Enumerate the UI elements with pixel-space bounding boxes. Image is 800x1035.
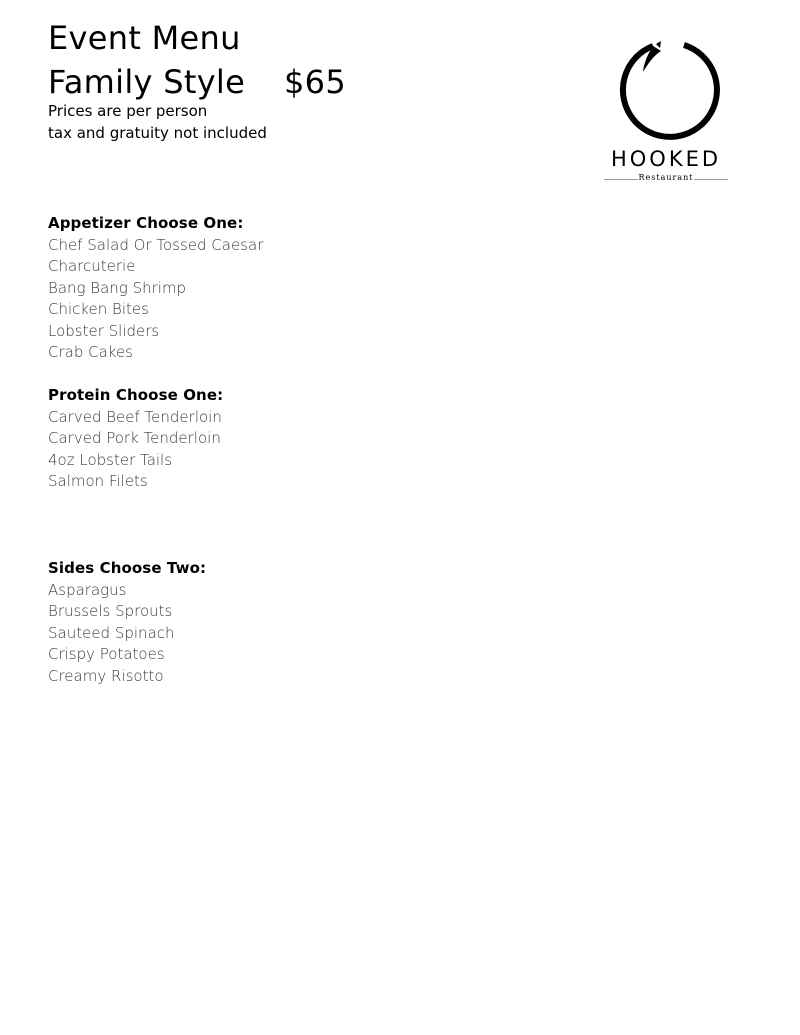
restaurant-logo — [598, 36, 734, 186]
list-item: Asparagus — [48, 580, 127, 599]
list-item: Bang Bang Shrimp — [48, 278, 187, 297]
menu-style: Family Style — [48, 63, 246, 101]
logo-divider-right — [694, 179, 728, 180]
logo-tagline: Restaurant — [638, 173, 694, 182]
protein-section — [48, 385, 223, 493]
list-item: Sauteed Spinach — [48, 623, 175, 642]
list-item: Carved Pork Tenderloin — [48, 429, 221, 447]
fish-hook-circle-icon — [598, 36, 734, 146]
section-heading: Protein Choose One: — [48, 386, 224, 404]
list-item: Chef Salad Or Tossed Caesar — [48, 235, 264, 254]
list-item: Crab Cakes — [48, 343, 133, 361]
list-item: Brussels Sprouts — [48, 602, 173, 620]
price-note: Prices are per person — [48, 102, 208, 120]
logo-wordmark: HOOKED — [610, 147, 722, 171]
tax-note: tax and gratuity not included — [48, 124, 267, 142]
sides-section — [48, 558, 206, 687]
list-item: Charcuterie — [48, 257, 136, 275]
section-heading: Appetizer Choose One: — [48, 214, 244, 232]
list-item: Lobster Sliders — [48, 321, 160, 340]
appetizer-section — [48, 213, 263, 364]
list-item: Chicken Bites — [48, 300, 149, 318]
protein-list — [48, 407, 223, 493]
menu-price: $65 — [284, 63, 346, 101]
list-item: Carved Beef Tenderloin — [48, 407, 222, 426]
list-item: Crispy Potatoes — [48, 645, 165, 663]
section-heading: Sides Choose Two: — [48, 559, 207, 577]
list-item: Creamy Risotto — [48, 666, 164, 685]
sides-list — [48, 580, 206, 688]
menu-subtitle-row — [48, 62, 346, 102]
list-item: 4oz Lobster Tails — [48, 450, 173, 469]
list-item: Salmon Filets — [48, 472, 148, 490]
menu-title: Event Menu — [48, 19, 241, 57]
appetizer-list — [48, 235, 263, 364]
